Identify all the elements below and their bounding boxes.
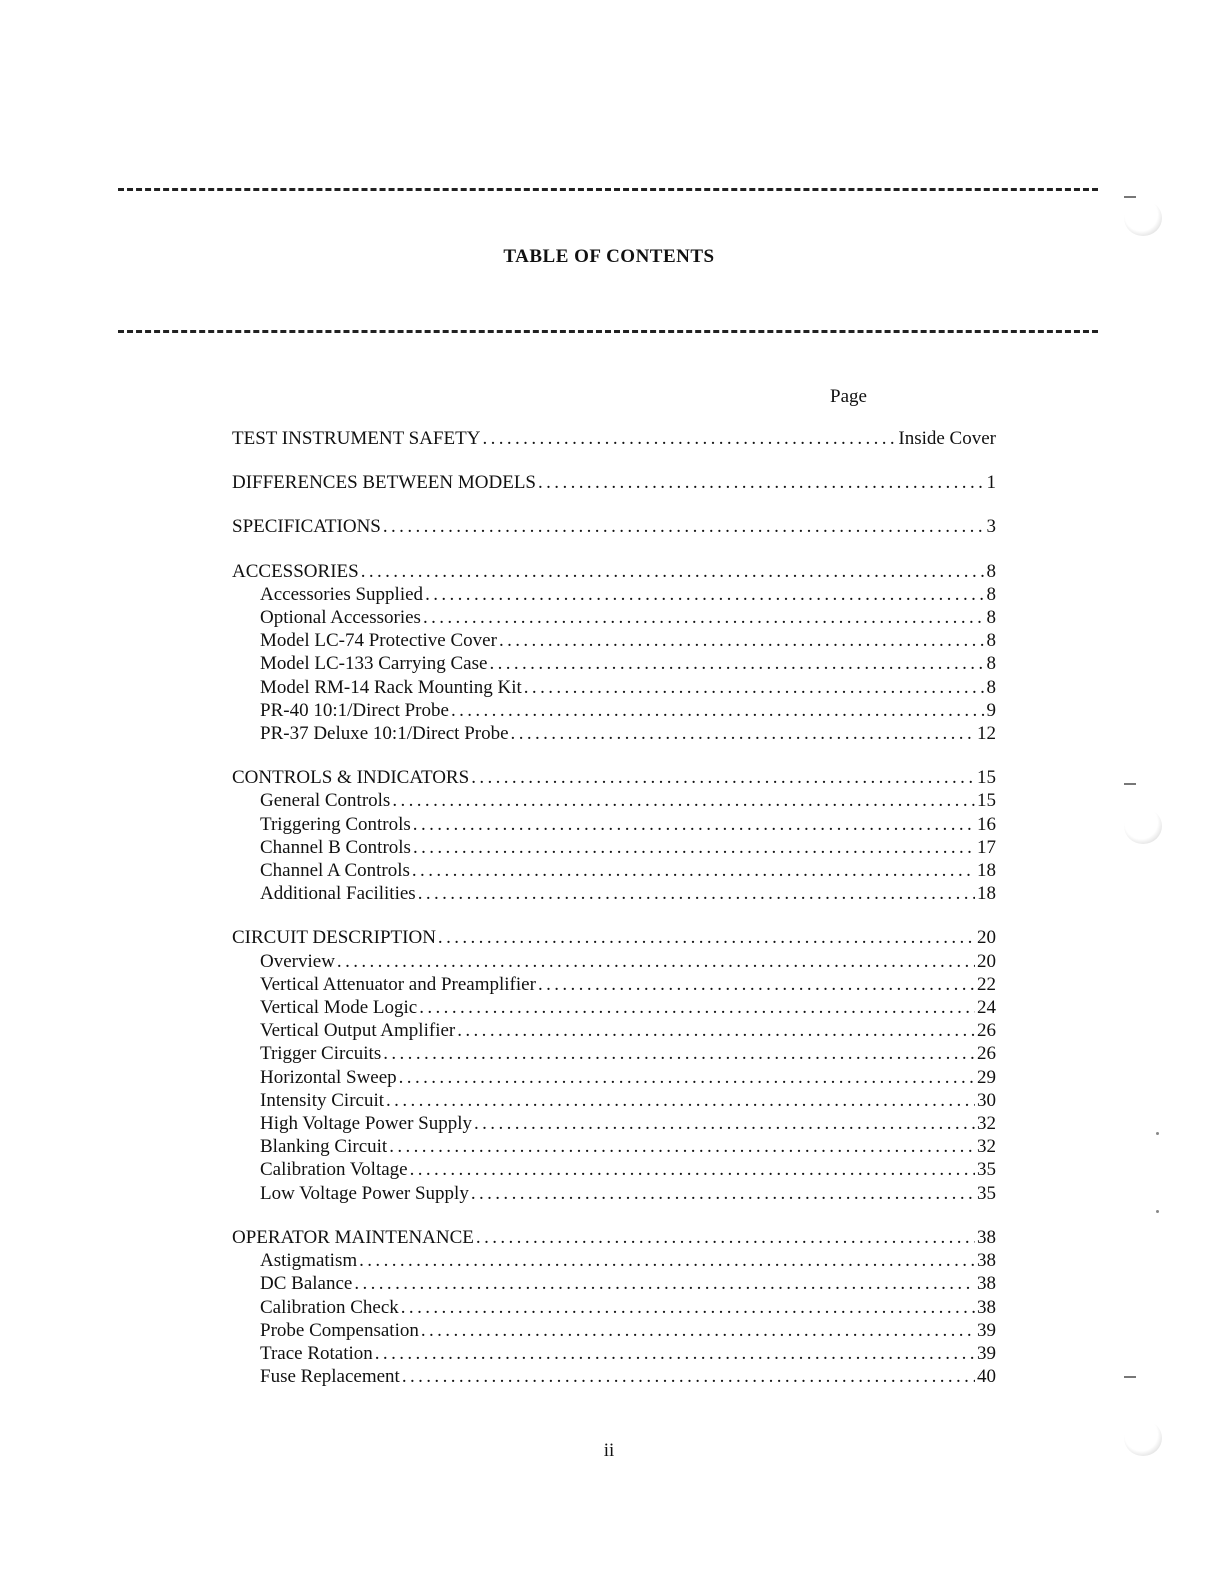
dot-leader (413, 813, 975, 836)
toc-subentry-title: Model RM-14 Rack Mounting Kit (260, 676, 522, 698)
toc-subentry-page: 8 (986, 630, 996, 652)
dot-leader (399, 1066, 975, 1089)
toc-section (232, 560, 996, 746)
bottom-divider-rule (118, 330, 1098, 333)
toc-section-heading-page: 15 (977, 767, 996, 789)
toc-section-heading-page: 8 (986, 560, 996, 582)
dot-leader (359, 1249, 975, 1272)
toc-subentry-page: 38 (977, 1250, 996, 1272)
dot-leader (361, 560, 985, 583)
toc-subentry-page: 9 (986, 699, 996, 721)
toc-subentry-title: Low Voltage Power Supply (260, 1182, 469, 1204)
dot-leader (354, 1272, 975, 1295)
toc-subentry (232, 722, 996, 745)
toc-subentry-title: Probe Compensation (260, 1319, 419, 1341)
dot-leader (337, 950, 975, 973)
toc-subentry (232, 1249, 996, 1272)
dot-leader (410, 1158, 975, 1181)
toc-subentry (232, 789, 996, 812)
toc-subentry-page: 30 (977, 1089, 996, 1111)
toc-section-heading-title: SPECIFICATIONS (232, 516, 381, 538)
toc-subentry (232, 1365, 996, 1388)
toc-subentry (232, 1342, 996, 1365)
toc-subentry-title: Blanking Circuit (260, 1136, 388, 1158)
toc-subentry (232, 836, 996, 859)
toc-subentry-title: General Controls (260, 790, 391, 812)
dot-leader (392, 789, 975, 812)
toc-subentry (232, 1019, 996, 1042)
dot-leader (401, 1296, 975, 1319)
toc-subentry (232, 676, 996, 699)
toc-subentry-title: Additional Facilities (260, 883, 416, 905)
toc-subentry-title: Vertical Output Amplifier (260, 1020, 456, 1042)
toc-subentry (232, 859, 996, 882)
toc-subentry-title: PR-40 10:1/Direct Probe (260, 699, 449, 721)
toc-section-heading-title: TEST INSTRUMENT SAFETY (232, 428, 481, 449)
toc-subentry-page: 40 (977, 1366, 996, 1388)
toc-subentry (232, 1182, 996, 1205)
toc-subentry (232, 1112, 996, 1135)
dot-leader (482, 427, 896, 450)
toc-subentry-page: 20 (977, 950, 996, 972)
toc-subentry-title: Fuse Replacement (260, 1366, 400, 1388)
toc-subentry-page: 8 (986, 653, 996, 675)
toc-subentry-title: Trace Rotation (260, 1342, 373, 1364)
toc-section-heading-title: CONTROLS & INDICATORS (232, 767, 470, 789)
scan-speck (1156, 1210, 1159, 1213)
toc-subentry (232, 996, 996, 1019)
toc-subentry-title: DC Balance (260, 1273, 353, 1295)
toc-subentry-page: 29 (977, 1066, 996, 1088)
toc-subentry-title: Model LC-74 Protective Cover (260, 630, 497, 652)
toc-subentry-title: Triggering Controls (260, 813, 411, 835)
toc-subentry-page: 39 (977, 1319, 996, 1341)
dot-leader (451, 699, 985, 722)
toc-subentry-page: 8 (986, 607, 996, 629)
toc-subentry-page: 17 (977, 836, 996, 858)
dot-leader (389, 1135, 975, 1158)
toc-subentry-page: 35 (977, 1159, 996, 1181)
toc-subentry (232, 813, 996, 836)
dot-leader (419, 996, 975, 1019)
toc-subentry (232, 629, 996, 652)
toc-subentry-page: 18 (977, 860, 996, 882)
punch-hole-middle (1124, 808, 1162, 844)
toc-section (232, 471, 996, 494)
toc-subentry-page: 35 (977, 1182, 996, 1204)
toc-subentry-title: Trigger Circuits (260, 1043, 382, 1065)
toc-subentry-title: Model LC-133 Carrying Case (260, 653, 488, 675)
toc-subentry-page: 38 (977, 1296, 996, 1318)
toc-subentry-page: 32 (977, 1136, 996, 1158)
toc-section-heading (232, 926, 996, 949)
toc-subentry (232, 1042, 996, 1065)
toc-section-heading-page: 38 (977, 1226, 996, 1248)
toc-section-heading-title: OPERATOR MAINTENANCE (232, 1226, 474, 1248)
toc-subentry-page: 22 (977, 973, 996, 995)
dot-leader (375, 1342, 975, 1365)
toc-section-heading-page: 1 (986, 472, 996, 494)
toc-section-heading-page: 20 (977, 927, 996, 949)
table-of-contents (232, 427, 996, 1409)
toc-section-heading-title: DIFFERENCES BETWEEN MODELS (232, 472, 536, 494)
toc-subentry-page: 16 (977, 813, 996, 835)
toc-subentry-page: 26 (977, 1020, 996, 1042)
toc-subentry (232, 950, 996, 973)
toc-subentry-title: Vertical Attenuator and Preamplifier (260, 973, 536, 995)
toc-section-heading-page: Inside Cover (898, 428, 996, 449)
dot-leader (538, 973, 975, 996)
toc-section-heading (232, 515, 996, 538)
toc-subentry-title: Calibration Voltage (260, 1159, 408, 1181)
toc-subentry (232, 652, 996, 675)
page-column-header: Page (830, 386, 867, 407)
punch-hole-bottom (1124, 1420, 1162, 1456)
dot-leader (412, 859, 975, 882)
toc-subentry (232, 1089, 996, 1112)
dot-leader (471, 1182, 975, 1205)
toc-subentry (232, 699, 996, 722)
dot-leader (423, 606, 985, 629)
dot-leader (511, 722, 975, 745)
toc-subentry-title: Astigmatism (260, 1250, 358, 1272)
toc-subentry (232, 606, 996, 629)
toc-subentry-page: 39 (977, 1342, 996, 1364)
toc-subentry-title: Optional Accessories (260, 607, 421, 629)
dot-leader (383, 515, 985, 538)
toc-subentry-title: Intensity Circuit (260, 1089, 385, 1111)
dot-leader (438, 926, 975, 949)
toc-subentry-page: 26 (977, 1043, 996, 1065)
toc-subentry-title: Accessories Supplied (260, 583, 424, 605)
dot-leader (471, 766, 975, 789)
toc-subentry (232, 882, 996, 905)
dot-leader (383, 1042, 975, 1065)
scan-mark (1124, 196, 1136, 198)
toc-subentry-title: Channel A Controls (260, 860, 410, 882)
toc-subentry (232, 583, 996, 606)
toc-subentry-title: Calibration Check (260, 1296, 399, 1318)
toc-subentry-page: 32 (977, 1113, 996, 1135)
toc-subentry (232, 1296, 996, 1319)
toc-section-heading (232, 560, 996, 583)
toc-subentry-title: Vertical Mode Logic (260, 997, 418, 1019)
dot-leader (499, 629, 985, 652)
toc-subentry (232, 1319, 996, 1342)
dot-leader (402, 1365, 975, 1388)
toc-section-heading (232, 427, 996, 450)
page-title: TABLE OF CONTENTS (503, 246, 715, 267)
toc-subentry-page: 12 (977, 723, 996, 745)
toc-subentry-title: High Voltage Power Supply (260, 1113, 472, 1135)
toc-subentry-page: 15 (977, 790, 996, 812)
toc-section-heading-title: CIRCUIT DESCRIPTION (232, 927, 436, 949)
toc-section (232, 926, 996, 1204)
toc-section-heading-page: 3 (986, 516, 996, 538)
scan-mark (1124, 783, 1136, 785)
toc-section-heading (232, 1226, 996, 1249)
scan-mark (1124, 1376, 1136, 1378)
dot-leader (524, 676, 985, 699)
toc-subentry-title: Horizontal Sweep (260, 1066, 397, 1088)
dot-leader (413, 836, 975, 859)
toc-section (232, 766, 996, 905)
scan-speck (1156, 1132, 1159, 1135)
toc-section (232, 427, 996, 450)
toc-section (232, 1226, 996, 1388)
toc-subentry (232, 1158, 996, 1181)
toc-subentry (232, 1066, 996, 1089)
dot-leader (476, 1226, 975, 1249)
toc-section-heading (232, 766, 996, 789)
dot-leader (474, 1112, 975, 1135)
toc-subentry-page: 38 (977, 1273, 996, 1295)
dot-leader (418, 882, 975, 905)
toc-subentry-title: Overview (260, 950, 335, 972)
toc-subentry (232, 1135, 996, 1158)
dot-leader (425, 583, 984, 606)
toc-subentry-page: 8 (986, 583, 996, 605)
page-number: ii (603, 1440, 615, 1461)
dot-leader (457, 1019, 975, 1042)
dot-leader (386, 1089, 975, 1112)
toc-section (232, 515, 996, 538)
toc-subentry-page: 8 (986, 676, 996, 698)
toc-subentry-title: Channel B Controls (260, 836, 411, 858)
toc-subentry-page: 24 (977, 997, 996, 1019)
toc-subentry (232, 973, 996, 996)
dot-leader (489, 652, 984, 675)
dot-leader (538, 471, 985, 494)
toc-subentry-title: PR-37 Deluxe 10:1/Direct Probe (260, 723, 509, 745)
toc-subentry-page: 18 (977, 883, 996, 905)
punch-hole-top (1124, 200, 1162, 236)
toc-section-heading (232, 471, 996, 494)
dot-leader (421, 1319, 975, 1342)
toc-section-heading-title: ACCESSORIES (232, 560, 359, 582)
toc-subentry (232, 1272, 996, 1295)
top-divider-rule (118, 188, 1098, 191)
